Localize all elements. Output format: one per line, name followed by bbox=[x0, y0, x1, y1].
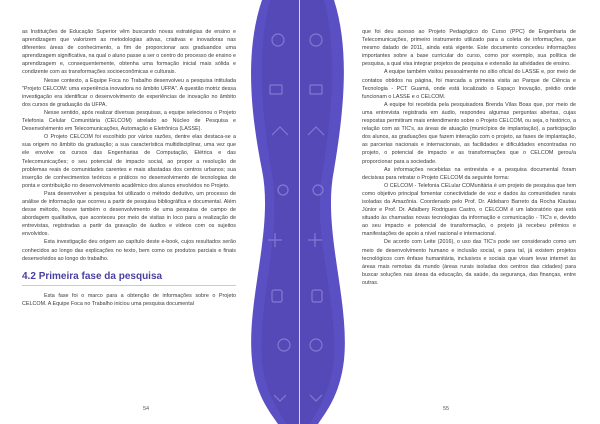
left-paragraph-4: O Projeto CELCOM foi escolhido por vários razões, dentre elas destaca-se a sua origem no âmbito da graduação; a sua característica multidisciplinar, uma vez que ele envolve os cursos das Engenharias de Computação, Elétrica e das Telecomunicações; o seu potencial de impacto social, ao propor a resolução de problemas reais de comunidades carentes e mais afastadas dos centros urbanos; sua inserção de conhecimentos teóricos e práticos no desenvolvimento de tecnologias de ponta e contribuição no desenvolvimento acadêmico dos alunos envolvidos no Projeto. bbox=[22, 134, 236, 189]
right-paragraph-5: O CELCOM - Telefonia CELular COMunitária é um projeto de pesquisa que tem como objetivo principal fomentar conectividade de voz e dados às comunidades rurais isoladas da Amazônia. Coordenado pelo Prof. Dr. Aldebaro Barreto da Rocha Klautau Júnior e Prof. Dr. Adalbery Rodrigues Castro, o CELCOM é um laboratório que está situado às chamadas novas tecnologias da informação e comunicação - TIC's e, devido ao seu impacto e potencial de transformação, o projeto já recebeu prêmios e manifestações de apoio a nível nacional e internacional. bbox=[362, 182, 576, 238]
left-paragraph-6: Esta investigação deu origem ao capítulo deste e-book, cujos resultados serão conhecidos ao longo das explicações no texto, bem como os produtos parciais e finais desenvolvidos ao longo do trabalho. bbox=[22, 239, 236, 262]
right-column bbox=[362, 28, 576, 287]
left-paragraph-1: as Instituições de Educação Superior vêm buscando novas estratégias de ensino e aprendizagem que valorizem as metodologias ativas, criativas e inovadoras nas diferentes áreas de conhecimento, a fim de proporcionar aos graduandos uma aprendizagem significativa, na qual o aluno passe a ser o centro do processo de ensino e aprendizagem e, consequentemente, obtenha uma formação inicial mais sólida e condizente com as transformações socioeconômicas e culturais. bbox=[22, 29, 236, 76]
left-paragraph-3: Nesse sentido, após realizar diversas pesquisas, a equipe selecionou o Projeto Telefonia Celular Comunitária (CELCOM) atrelado ao Núcleo de Pesquisa e Desenvolvimento em Telecomunicações, Automação e Eletrônica (LASSE). bbox=[22, 109, 236, 133]
left-paragraph-5: Para desenvolver a pesquisa foi utilizado o método dedutivo, um processo de análise de informação que ocorreu a partir de pesquisa bibliográfica e documental. Além desse método, houve também o desenvolvimento de uma pesquisa de campo de abordagem qualitativa, que aconteceu por meio de visitas in loco para a realização de entrevistas, registradas a partir da gravação de áudios e vídeos com os sujeitos envolvidos. bbox=[22, 190, 236, 238]
section-heading bbox=[22, 271, 236, 286]
page-number-left: 54 bbox=[143, 406, 150, 412]
section-number: 4.2 bbox=[22, 270, 36, 282]
left-column bbox=[22, 28, 236, 308]
right-paragraph-2: A equipe também visitou pessoalmente no sítio oficial do LASSE e, por meio de contatos obtidos na página, foi marcada a primeira visita ao Parque de Ciência e Tecnologia - PCT Guamá, onde está localizado o Espaço Inovação, prédio onde funcionam o LASSE e o CELCOM. bbox=[362, 69, 576, 100]
right-paragraph-4: As informações recebidas na entrevista e a pesquisa documental foram decisivas para retratar o Projeto CELCOM da seguinte forma: bbox=[362, 166, 576, 181]
left-paragraph-7: Esta fase foi o marco para a obtenção de informações sobre o Projeto CELCOM. A Equipe Foca no Trabalho iniciou uma pesquisa documental bbox=[22, 292, 236, 307]
left-paragraph-2: Nesse contexto, a Equipe Foca no Trabalho desenvolveu a pesquisa intitulada "Projeto CELCOM: uma experiência inovadora no âmbito UFPA". A questão motriz dessa investigação era identificar o desenvolvimento de experiências de inovação no âmbito dos cursos de graduação da UFPA. bbox=[22, 77, 236, 108]
right-paragraph-3: A equipe foi recebida pela pesquisadora Brenda Vilas Boas que, por meio de uma entrevista registrada em áudio, respondeu algumas perguntas abertas, cujas respostas permitiram mais entendimento sobre o Projeto CELCOM, ou seja, o histórico, a relação com as TIC's, as áreas de atuação (municípios de implantação), a participação dos alunos, as graduações que fazem interação com o projeto, as fases de implantação, as parcerias nacionais e internacionais, as facilidades e dificuldades encontradas no projeto, o potencial de impacto e as transformações que o CELCOM gerou/a proporcionar para a sociedade. bbox=[362, 101, 576, 165]
right-page bbox=[300, 0, 600, 424]
right-paragraph-1: que foi deu acesso ao Projeto Pedagógico do Curso (PPC) de Engenharia de Telecomunicações, primeiro instrumento utilizado para a coleta de informações, que mesmo datado de 2011, ainda está vigente. Este documento concedeu informações importantes sobre a base curricular do curso, como por exemplo, sua política de pesquisa, a qual visa integrar projetos de pesquisa e extensão às atividades de ensino. bbox=[362, 29, 576, 68]
section-title: Primeira fase da pesquisa bbox=[38, 270, 163, 282]
right-paragraph-6: De acordo com Leite (2016), o uso das TIC's pode ser considerado como um meio de desenvolvimento humano e inclusão social, e para tal, já existem projetos tecnológicos com ênfase humanitária, inclusivos e sociais que visam levar internet às áreas mais remotas da mundo (áreas rurais isoladas dos centros das cidades) para buscar soluções nas áreas da educação, da saúde, da segurança, das finanças, entre outras. bbox=[362, 239, 576, 286]
page-number-right: 55 bbox=[443, 406, 450, 412]
